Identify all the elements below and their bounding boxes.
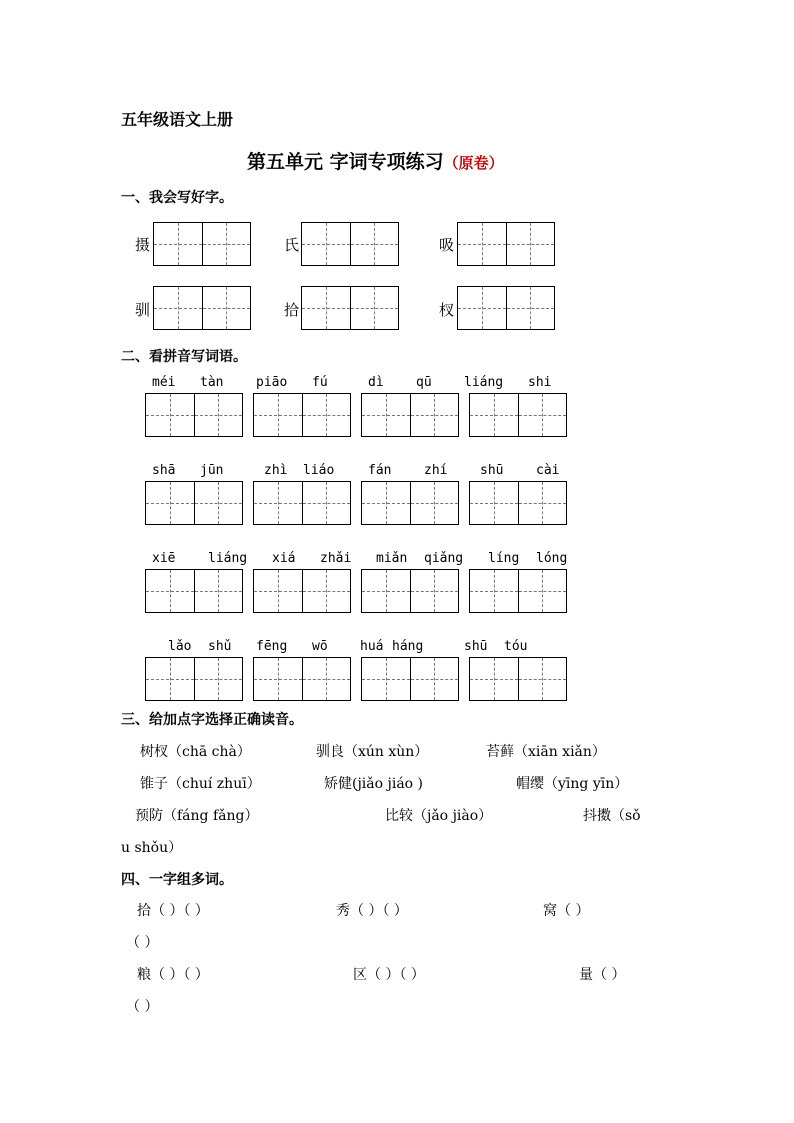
word-group-item: 区（ ）（ ） xyxy=(353,967,425,983)
reading-choice: 帽缨（yīng yīn） xyxy=(516,776,629,792)
pinyin-label: líng xyxy=(488,551,520,566)
reading-choice: u shǒu） xyxy=(121,840,183,856)
pinyin-label: zhǎi xyxy=(320,551,352,566)
title-text: 第五单元 字词专项练习 xyxy=(247,151,444,173)
pinyin-label: lǎo xyxy=(168,639,192,654)
section3-heading: 三、给加点字选择正确读音。 xyxy=(121,712,303,728)
title-tag: （原卷） xyxy=(443,154,504,172)
section2-heading: 二、看拼音写词语。 xyxy=(121,349,247,365)
section4-heading: 四、一字组多词。 xyxy=(121,872,233,888)
reading-choice: 苔藓（xiān xiǎn） xyxy=(486,744,606,760)
writing-grid[interactable] xyxy=(145,393,243,437)
practice-char: 吸 xyxy=(439,236,455,254)
pinyin-label: lóng xyxy=(536,551,568,566)
writing-grid[interactable] xyxy=(457,286,555,330)
grade-label: 五年级语文上册 xyxy=(121,110,234,129)
writing-grid[interactable] xyxy=(361,657,459,701)
writing-grid[interactable] xyxy=(153,222,251,266)
pinyin-label: fán xyxy=(368,463,392,478)
pinyin-label: méi xyxy=(152,375,176,390)
writing-grid[interactable] xyxy=(361,569,459,613)
practice-char: 杈 xyxy=(439,301,455,319)
pinyin-label: fēng xyxy=(256,639,288,654)
word-group-item: 窝（ ） xyxy=(543,903,590,919)
reading-choice: 锥子（chuí zhuī） xyxy=(140,776,261,792)
writing-grid[interactable] xyxy=(153,286,251,330)
pinyin-label: shū xyxy=(480,463,504,478)
pinyin-label: tóu xyxy=(504,639,528,654)
pinyin-label: xiá xyxy=(272,551,296,566)
pinyin-label: qiǎng xyxy=(424,551,464,566)
word-group-item: 秀（ ）（ ） xyxy=(336,903,408,919)
pinyin-label: zhì xyxy=(264,463,288,478)
writing-grid[interactable] xyxy=(361,393,459,437)
pinyin-label: liáo xyxy=(303,463,335,478)
writing-grid[interactable] xyxy=(145,481,243,525)
pinyin-label: piāo xyxy=(256,375,288,390)
writing-grid[interactable] xyxy=(301,286,399,330)
reading-choice: 预防（fáng fǎng） xyxy=(135,808,259,824)
pinyin-label: liáng xyxy=(208,551,248,566)
pinyin-label: liáng xyxy=(464,375,504,390)
writing-grid[interactable] xyxy=(469,657,567,701)
pinyin-label: shi xyxy=(528,375,552,390)
writing-grid[interactable] xyxy=(253,569,351,613)
writing-grid[interactable] xyxy=(253,657,351,701)
pinyin-label: cài xyxy=(536,463,560,478)
practice-char: 摄 xyxy=(135,236,151,254)
word-group-item: 量（ ） xyxy=(579,967,626,983)
writing-grid[interactable] xyxy=(301,222,399,266)
practice-char: 驯 xyxy=(135,301,151,319)
pinyin-label: fú xyxy=(312,375,328,390)
pinyin-label: zhí xyxy=(424,463,448,478)
pinyin-label: wō xyxy=(312,639,328,654)
reading-choice: 矫健(jiǎo jiáo ) xyxy=(324,776,424,792)
writing-grid[interactable] xyxy=(253,393,351,437)
section1-heading: 一、我会写好字。 xyxy=(121,190,233,206)
writing-grid[interactable] xyxy=(469,393,567,437)
reading-choice: 抖擞（sǒ xyxy=(583,808,641,824)
word-group-item: 粮（ ）（ ） xyxy=(137,967,209,983)
writing-grid[interactable] xyxy=(145,657,243,701)
pinyin-label: qū xyxy=(416,375,432,390)
pinyin-label: dì xyxy=(368,375,384,390)
pinyin-label: shǔ xyxy=(208,639,232,654)
pinyin-label: huá xyxy=(360,639,384,654)
writing-grid[interactable] xyxy=(469,481,567,525)
reading-choice: 树杈（chā chà） xyxy=(140,744,251,760)
pinyin-label: shū xyxy=(464,639,488,654)
page-title xyxy=(247,147,504,174)
practice-char: 氏 xyxy=(284,236,300,254)
pinyin-label: shā xyxy=(152,463,176,478)
word-group-item: 拾（ ）（ ） xyxy=(137,903,209,919)
pinyin-label: jūn xyxy=(200,463,224,478)
word-group-item: （ ） xyxy=(126,935,159,951)
practice-char: 拾 xyxy=(284,301,300,319)
pinyin-label: háng xyxy=(392,639,424,654)
writing-grid[interactable] xyxy=(253,481,351,525)
writing-grid[interactable] xyxy=(457,222,555,266)
writing-grid[interactable] xyxy=(145,569,243,613)
pinyin-label: miǎn xyxy=(376,551,408,566)
writing-grid[interactable] xyxy=(469,569,567,613)
word-group-item: （ ） xyxy=(126,999,159,1015)
pinyin-label: tàn xyxy=(200,375,224,390)
reading-choice: 驯良（xún xùn） xyxy=(316,744,429,760)
writing-grid[interactable] xyxy=(361,481,459,525)
pinyin-label: xiē xyxy=(152,551,176,566)
reading-choice: 比较（jǎo jiào） xyxy=(385,808,493,824)
